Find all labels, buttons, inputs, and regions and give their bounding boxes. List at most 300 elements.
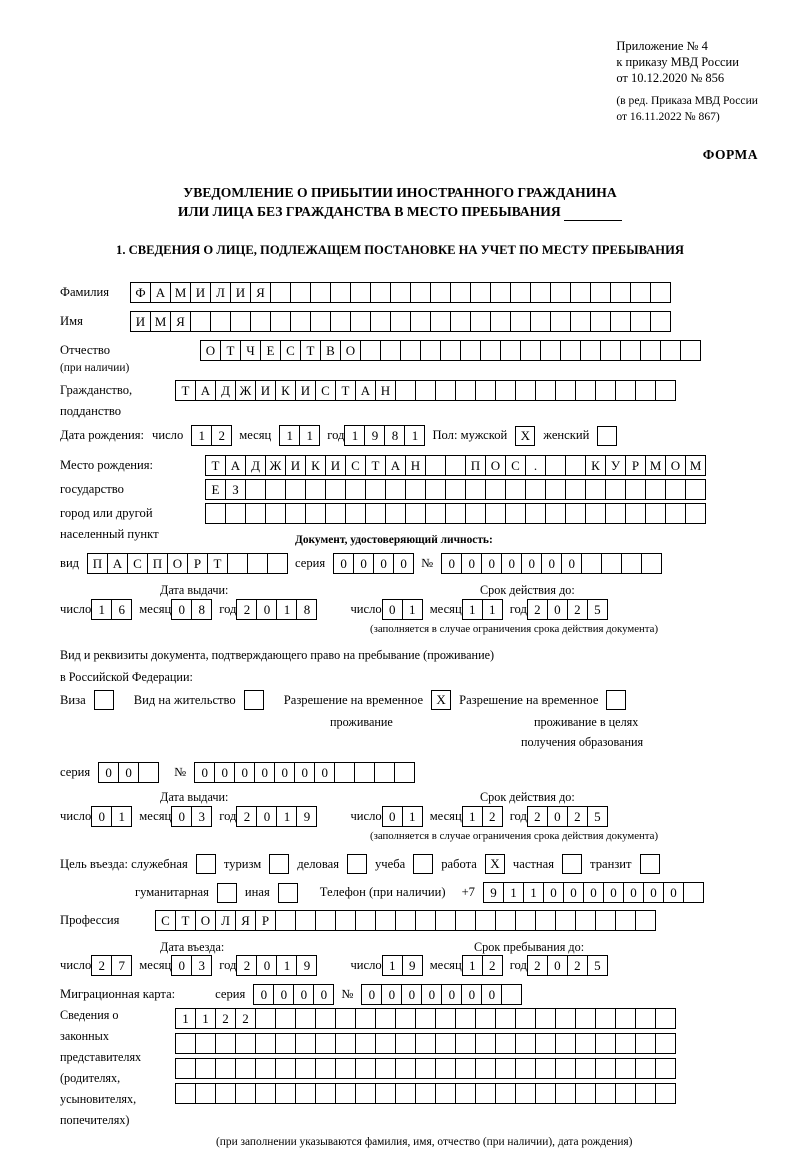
cell[interactable] [581, 553, 602, 574]
cell[interactable]: 0 [98, 762, 119, 783]
cell[interactable]: 0 [256, 955, 277, 976]
cell[interactable] [430, 282, 451, 303]
cell[interactable] [435, 380, 456, 401]
cell[interactable] [385, 479, 406, 500]
cell[interactable]: М [645, 455, 666, 476]
cell[interactable]: О [665, 455, 686, 476]
permit-issue-day-input[interactable] [91, 806, 131, 827]
cell[interactable]: О [340, 340, 361, 361]
cell[interactable]: Я [235, 910, 256, 931]
cell[interactable] [445, 479, 466, 500]
cell[interactable] [575, 1083, 596, 1104]
cell[interactable] [355, 1008, 376, 1029]
cell[interactable] [345, 479, 366, 500]
cell[interactable] [415, 1033, 436, 1054]
cell[interactable] [375, 910, 396, 931]
cell[interactable]: 1 [195, 1008, 216, 1029]
cell[interactable]: 2 [236, 806, 257, 827]
cell[interactable]: 2 [211, 425, 232, 446]
birthplace-input-3[interactable] [205, 503, 705, 524]
cell[interactable] [605, 503, 626, 524]
cell[interactable] [565, 479, 586, 500]
cell[interactable] [190, 311, 211, 332]
cell[interactable] [621, 553, 642, 574]
cell[interactable] [415, 1008, 436, 1029]
cell[interactable] [495, 1033, 516, 1054]
cell[interactable]: 0 [521, 553, 542, 574]
cell[interactable]: С [345, 455, 366, 476]
cell[interactable] [485, 479, 506, 500]
cell[interactable]: 0 [171, 806, 192, 827]
cell[interactable] [365, 503, 386, 524]
cell[interactable] [295, 910, 316, 931]
cell[interactable] [515, 1083, 536, 1104]
cell[interactable]: Я [250, 282, 271, 303]
cell[interactable]: 0 [663, 882, 684, 903]
cell[interactable] [267, 553, 288, 574]
cell[interactable] [325, 479, 346, 500]
cell[interactable] [295, 1058, 316, 1079]
cell[interactable] [615, 1008, 636, 1029]
cell[interactable] [575, 910, 596, 931]
cell[interactable]: 0 [401, 984, 422, 1005]
cell[interactable] [390, 282, 411, 303]
cell[interactable] [475, 910, 496, 931]
cell[interactable]: С [505, 455, 526, 476]
cell[interactable]: 2 [235, 1008, 256, 1029]
cell[interactable]: 0 [382, 806, 403, 827]
cell[interactable] [235, 1058, 256, 1079]
cell[interactable]: О [200, 340, 221, 361]
cell[interactable]: 5 [587, 955, 608, 976]
cell[interactable] [355, 910, 376, 931]
cell[interactable] [683, 882, 704, 903]
cell[interactable]: 0 [234, 762, 255, 783]
cell[interactable]: 8 [296, 599, 317, 620]
cell[interactable] [630, 282, 651, 303]
cell[interactable]: 0 [361, 984, 382, 1005]
cell[interactable] [275, 1008, 296, 1029]
patronymic-input[interactable] [200, 340, 700, 361]
cell[interactable] [295, 1083, 316, 1104]
cell[interactable] [385, 503, 406, 524]
cell[interactable] [230, 311, 251, 332]
cell[interactable]: 2 [482, 806, 503, 827]
cell[interactable]: 2 [215, 1008, 236, 1029]
cell[interactable] [595, 1083, 616, 1104]
cell[interactable] [315, 910, 336, 931]
cell[interactable]: 8 [384, 425, 405, 446]
edu-residence-checkbox[interactable] [606, 690, 626, 710]
permit-valid-day-input[interactable] [382, 806, 422, 827]
idoc-valid-month-input[interactable] [462, 599, 502, 620]
cell[interactable]: 1 [462, 806, 483, 827]
cell[interactable] [665, 503, 686, 524]
cell[interactable]: 0 [583, 882, 604, 903]
cell[interactable]: 3 [191, 955, 212, 976]
cell[interactable]: 1 [404, 425, 425, 446]
cell[interactable]: 1 [523, 882, 544, 903]
cell[interactable]: 7 [111, 955, 132, 976]
cell[interactable] [595, 1008, 616, 1029]
cell[interactable] [365, 479, 386, 500]
cell[interactable] [380, 340, 401, 361]
cell[interactable] [235, 1083, 256, 1104]
sex-male-checkbox[interactable]: X [515, 426, 535, 446]
cell[interactable]: 1 [175, 1008, 196, 1029]
cell[interactable]: 1 [402, 806, 423, 827]
cell[interactable] [601, 553, 622, 574]
reps-input-1[interactable] [175, 1008, 675, 1029]
purpose-other-checkbox[interactable] [278, 883, 298, 903]
cell[interactable]: Ж [265, 455, 286, 476]
cell[interactable]: 9 [483, 882, 504, 903]
cell[interactable] [620, 340, 641, 361]
cell[interactable]: М [685, 455, 706, 476]
cell[interactable] [455, 1058, 476, 1079]
cell[interactable] [495, 910, 516, 931]
cell[interactable]: Т [207, 553, 228, 574]
cell[interactable] [375, 1058, 396, 1079]
cell[interactable] [535, 380, 556, 401]
cell[interactable]: Р [255, 910, 276, 931]
permit-series-input[interactable] [98, 762, 158, 783]
cell[interactable]: 0 [393, 553, 414, 574]
cell[interactable] [195, 1058, 216, 1079]
citizenship-input[interactable] [175, 380, 675, 401]
cell[interactable]: 1 [276, 599, 297, 620]
cell[interactable]: С [155, 910, 176, 931]
cell[interactable]: О [195, 910, 216, 931]
cell[interactable] [505, 503, 526, 524]
cell[interactable] [265, 503, 286, 524]
cell[interactable] [215, 1083, 236, 1104]
cell[interactable] [227, 553, 248, 574]
cell[interactable]: 0 [461, 553, 482, 574]
cell[interactable]: Е [260, 340, 281, 361]
birthdate-year-input[interactable] [344, 425, 424, 446]
cell[interactable] [435, 1058, 456, 1079]
cell[interactable] [680, 340, 701, 361]
cell[interactable]: 2 [527, 955, 548, 976]
cell[interactable]: Л [210, 282, 231, 303]
cell[interactable] [475, 1033, 496, 1054]
cell[interactable] [495, 1008, 516, 1029]
cell[interactable] [630, 311, 651, 332]
cell[interactable] [335, 1083, 356, 1104]
stay-day-input[interactable] [382, 955, 422, 976]
cell[interactable]: 0 [253, 984, 274, 1005]
cell[interactable]: 0 [313, 984, 334, 1005]
idoc-issue-year-input[interactable] [236, 599, 316, 620]
cell[interactable] [655, 380, 676, 401]
cell[interactable] [354, 762, 375, 783]
cell[interactable] [615, 910, 636, 931]
cell[interactable]: Т [365, 455, 386, 476]
cell[interactable]: Ф [130, 282, 151, 303]
cell[interactable] [535, 1083, 556, 1104]
cell[interactable] [374, 762, 395, 783]
cell[interactable] [455, 1008, 476, 1029]
cell[interactable] [525, 479, 546, 500]
cell[interactable]: 0 [421, 984, 442, 1005]
cell[interactable]: 0 [256, 599, 277, 620]
cell[interactable] [575, 1033, 596, 1054]
cell[interactable]: 0 [293, 984, 314, 1005]
cell[interactable]: 0 [501, 553, 522, 574]
cell[interactable]: Т [335, 380, 356, 401]
cell[interactable] [335, 910, 356, 931]
cell[interactable]: Ч [240, 340, 261, 361]
cell[interactable] [565, 455, 586, 476]
cell[interactable] [334, 762, 355, 783]
cell[interactable] [250, 311, 271, 332]
cell[interactable] [425, 479, 446, 500]
cell[interactable]: В [320, 340, 341, 361]
reps-input-2[interactable] [175, 1033, 675, 1054]
cell[interactable] [335, 1033, 356, 1054]
cell[interactable]: 9 [402, 955, 423, 976]
cell[interactable] [640, 340, 661, 361]
profession-input[interactable] [155, 910, 655, 931]
permit-valid-year-input[interactable] [527, 806, 607, 827]
idoc-valid-day-input[interactable] [382, 599, 422, 620]
cell[interactable]: 0 [214, 762, 235, 783]
cell[interactable]: 0 [381, 984, 402, 1005]
cell[interactable]: 0 [547, 599, 568, 620]
cell[interactable]: 1 [382, 955, 403, 976]
cell[interactable] [510, 311, 531, 332]
name-input[interactable] [130, 311, 670, 332]
cell[interactable] [635, 1008, 656, 1029]
cell[interactable] [575, 1058, 596, 1079]
cell[interactable] [375, 1083, 396, 1104]
cell[interactable] [255, 1033, 276, 1054]
cell[interactable] [650, 311, 671, 332]
cell[interactable]: О [485, 455, 506, 476]
cell[interactable]: 8 [191, 599, 212, 620]
cell[interactable] [515, 1058, 536, 1079]
cell[interactable]: П [147, 553, 168, 574]
cell[interactable] [415, 1083, 436, 1104]
residence-permit-checkbox[interactable] [244, 690, 264, 710]
cell[interactable] [175, 1083, 196, 1104]
cell[interactable] [425, 455, 446, 476]
cell[interactable] [530, 282, 551, 303]
cell[interactable]: Е [205, 479, 226, 500]
cell[interactable] [335, 1058, 356, 1079]
cell[interactable]: Т [175, 380, 196, 401]
cell[interactable]: 0 [623, 882, 644, 903]
cell[interactable] [635, 380, 656, 401]
cell[interactable]: 0 [373, 553, 394, 574]
cell[interactable]: 0 [561, 553, 582, 574]
cell[interactable] [555, 1033, 576, 1054]
cell[interactable] [330, 282, 351, 303]
cell[interactable] [275, 1033, 296, 1054]
cell[interactable] [650, 282, 671, 303]
cell[interactable] [615, 1058, 636, 1079]
cell[interactable] [255, 1058, 276, 1079]
identity-doc-kind-input[interactable] [87, 553, 287, 574]
cell[interactable]: 0 [314, 762, 335, 783]
cell[interactable] [295, 1008, 316, 1029]
cell[interactable] [235, 1033, 256, 1054]
cell[interactable] [305, 503, 326, 524]
cell[interactable]: К [275, 380, 296, 401]
cell[interactable] [495, 1058, 516, 1079]
cell[interactable]: О [167, 553, 188, 574]
cell[interactable] [210, 311, 231, 332]
cell[interactable] [410, 282, 431, 303]
cell[interactable] [430, 311, 451, 332]
purpose-private-checkbox[interactable] [562, 854, 582, 874]
permit-number-input[interactable] [194, 762, 414, 783]
cell[interactable] [435, 1083, 456, 1104]
cell[interactable] [490, 311, 511, 332]
cell[interactable]: А [385, 455, 406, 476]
cell[interactable] [415, 380, 436, 401]
visa-checkbox[interactable] [94, 690, 114, 710]
cell[interactable] [625, 503, 646, 524]
cell[interactable]: У [605, 455, 626, 476]
cell[interactable]: П [465, 455, 486, 476]
cell[interactable]: 0 [441, 553, 462, 574]
entry-month-input[interactable] [171, 955, 211, 976]
cell[interactable]: З [225, 479, 246, 500]
cell[interactable] [570, 282, 591, 303]
cell[interactable] [435, 1008, 456, 1029]
cell[interactable]: Р [187, 553, 208, 574]
cell[interactable] [545, 479, 566, 500]
cell[interactable] [595, 380, 616, 401]
entry-year-input[interactable] [236, 955, 316, 976]
phone-input[interactable] [483, 882, 703, 903]
cell[interactable]: 0 [643, 882, 664, 903]
cell[interactable] [460, 340, 481, 361]
cell[interactable] [590, 282, 611, 303]
cell[interactable] [205, 503, 226, 524]
cell[interactable] [265, 479, 286, 500]
cell[interactable] [245, 479, 266, 500]
cell[interactable] [590, 311, 611, 332]
sex-female-checkbox[interactable] [597, 426, 617, 446]
permit-valid-month-input[interactable] [462, 806, 502, 827]
cell[interactable] [545, 503, 566, 524]
cell[interactable] [445, 455, 466, 476]
cell[interactable] [310, 282, 331, 303]
cell[interactable]: К [305, 455, 326, 476]
cell[interactable] [635, 1083, 656, 1104]
cell[interactable]: 0 [194, 762, 215, 783]
cell[interactable] [465, 479, 486, 500]
cell[interactable] [415, 1058, 436, 1079]
cell[interactable]: 2 [567, 806, 588, 827]
cell[interactable]: 0 [294, 762, 315, 783]
cell[interactable] [390, 311, 411, 332]
cell[interactable] [195, 1083, 216, 1104]
cell[interactable] [555, 1008, 576, 1029]
cell[interactable]: И [190, 282, 211, 303]
cell[interactable] [515, 380, 536, 401]
cell[interactable] [435, 910, 456, 931]
cell[interactable]: Ж [235, 380, 256, 401]
cell[interactable]: 0 [171, 599, 192, 620]
cell[interactable] [270, 311, 291, 332]
cell[interactable]: 0 [543, 882, 564, 903]
cell[interactable] [615, 1083, 636, 1104]
cell[interactable]: 1 [503, 882, 524, 903]
purpose-humanitarian-checkbox[interactable] [217, 883, 237, 903]
idoc-issue-day-input[interactable] [91, 599, 131, 620]
cell[interactable]: М [150, 311, 171, 332]
cell[interactable]: 2 [567, 599, 588, 620]
cell[interactable] [375, 1008, 396, 1029]
cell[interactable] [215, 1058, 236, 1079]
cell[interactable]: 0 [353, 553, 374, 574]
surname-input[interactable] [130, 282, 670, 303]
cell[interactable] [515, 910, 536, 931]
cell[interactable] [415, 910, 436, 931]
cell[interactable]: 0 [254, 762, 275, 783]
cell[interactable] [420, 340, 441, 361]
cell[interactable]: . [525, 455, 546, 476]
cell[interactable]: 2 [527, 806, 548, 827]
cell[interactable] [455, 1033, 476, 1054]
cell[interactable] [255, 1008, 276, 1029]
purpose-study-checkbox[interactable] [413, 854, 433, 874]
cell[interactable]: 2 [482, 955, 503, 976]
cell[interactable] [645, 479, 666, 500]
cell[interactable] [355, 1083, 376, 1104]
cell[interactable] [525, 503, 546, 524]
cell[interactable] [470, 311, 491, 332]
cell[interactable] [395, 1033, 416, 1054]
cell[interactable] [175, 1033, 196, 1054]
cell[interactable]: Д [215, 380, 236, 401]
cell[interactable] [275, 1083, 296, 1104]
cell[interactable] [440, 340, 461, 361]
cell[interactable]: И [285, 455, 306, 476]
cell[interactable] [535, 1058, 556, 1079]
entry-day-input[interactable] [91, 955, 131, 976]
cell[interactable] [138, 762, 159, 783]
cell[interactable]: 2 [527, 599, 548, 620]
cell[interactable]: 1 [279, 425, 300, 446]
cell[interactable] [325, 503, 346, 524]
cell[interactable]: 0 [91, 806, 112, 827]
cell[interactable] [485, 503, 506, 524]
cell[interactable]: 5 [587, 599, 608, 620]
cell[interactable] [510, 282, 531, 303]
cell[interactable] [455, 380, 476, 401]
cell[interactable] [660, 340, 681, 361]
cell[interactable]: 2 [567, 955, 588, 976]
cell[interactable]: 1 [299, 425, 320, 446]
cell[interactable]: 0 [171, 955, 192, 976]
cell[interactable]: А [195, 380, 216, 401]
cell[interactable]: П [87, 553, 108, 574]
cell[interactable] [635, 1058, 656, 1079]
stay-month-input[interactable] [462, 955, 502, 976]
purpose-tourism-checkbox[interactable] [269, 854, 289, 874]
cell[interactable]: 0 [541, 553, 562, 574]
cell[interactable] [275, 1058, 296, 1079]
cell[interactable] [555, 910, 576, 931]
idoc-issue-month-input[interactable] [171, 599, 211, 620]
cell[interactable]: Т [175, 910, 196, 931]
cell[interactable] [475, 380, 496, 401]
